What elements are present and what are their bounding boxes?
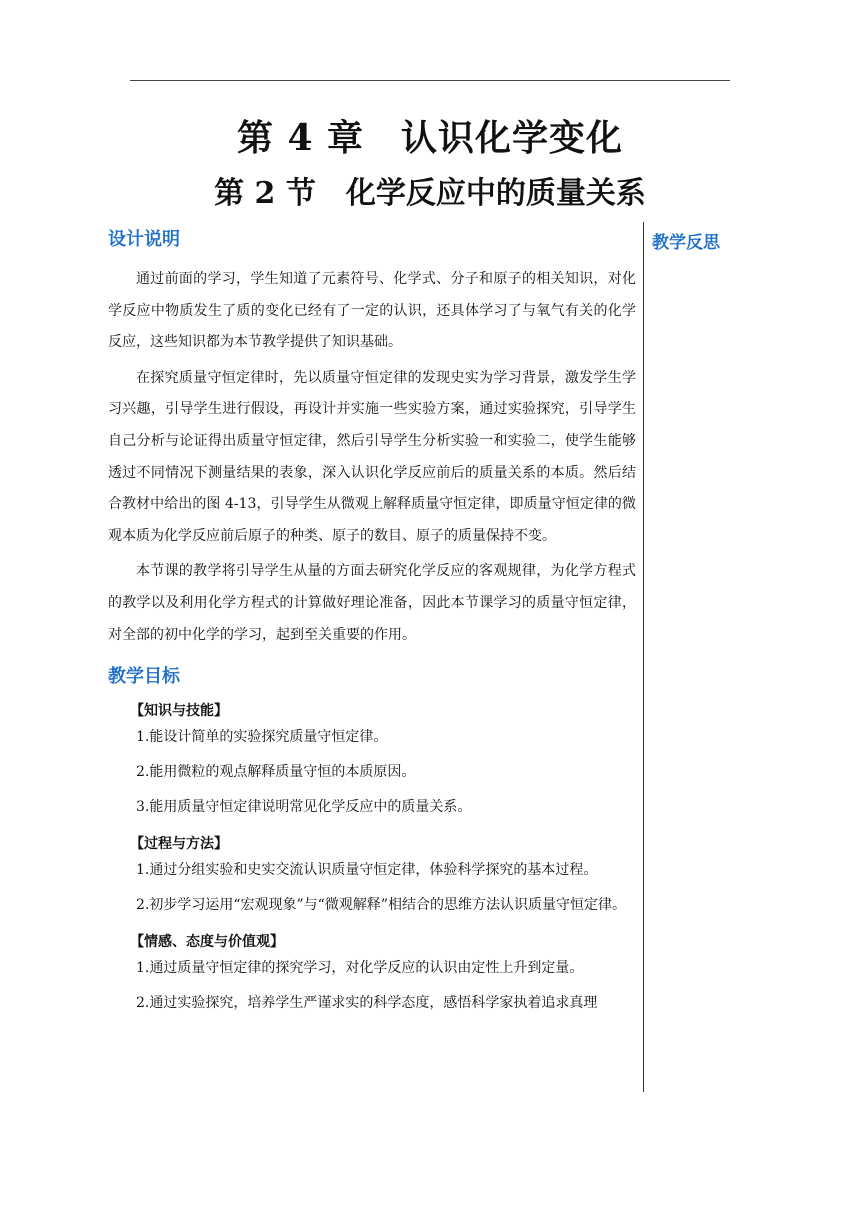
goals-section [108, 663, 636, 1016]
goals-heading: 教学目标 [108, 666, 180, 688]
goal-item: 2.能用微粒的观点解释质量守恒的本质原因。 [136, 764, 416, 781]
goal-group-title: 【过程与方法】 [130, 836, 228, 853]
design-paragraph: 在探究质量守恒定律时，先以质量守恒定律的发现史实为学习背景，激发学生学习兴趣，引导学生进行假设，再设计并实施一些实验方案，通过实验探究，引导学生自己分析与论证得出质量守恒定律，然后引导学生分析实验一和实验二，使学生能够透过不同情况下测量结果的表象，深入认识化学反应前后的质量关系的本质。然后结合教材中给出的图 4-13，引导学生从微观上解释质量守恒定律，即质量守恒定律的微观本质为化学反应前后原子的种类、原子的数目、原子的质量保持不变。 [108, 369, 636, 544]
goal-item: 2.初步学习运用“宏观现象”与“微观解释”相结合的思维方法认识质量守恒定律。 [136, 897, 626, 914]
design-paragraph: 本节课的教学将引导学生从量的方面去研究化学反应的客观规律，为化学方程式的教学以及利用化学方程式的计算做好理论准备，因此本节课学习的质量守恒定律，对全部的初中化学的学习，起到至关重要的作用。 [108, 563, 636, 643]
goal-group-title: 【知识与技能】 [130, 703, 228, 720]
main-column [108, 226, 636, 1026]
chapter-title: 第 4 章 认识化学变化 [236, 117, 624, 159]
goal-item: 1.通过分组实验和史实交流认识质量守恒定律，体验科学探究的基本过程。 [136, 862, 598, 879]
header-rule [130, 80, 730, 81]
goal-group-process [108, 830, 636, 918]
goal-item: 1.能设计简单的实验探究质量守恒定律。 [136, 729, 388, 746]
design-paragraph: 通过前面的学习，学生知道了元素符号、化学式、分子和原子的相关知识，对化学反应中物质发生了质的变化已经有了一定的认识，还具体学习了与氧气有关的化学反应，这些知识都为本节教学提供了知识基础。 [108, 271, 636, 351]
goal-item: 2.通过实验探究，培养学生严谨求实的科学态度，感悟科学家执着追求真理 [136, 995, 598, 1012]
design-heading: 设计说明 [108, 229, 180, 250]
goal-item: 1.通过质量守恒定律的探究学习，对化学反应的认识由定性上升到定量。 [136, 960, 584, 977]
goal-group-attitude [108, 928, 636, 1016]
goal-group-knowledge [108, 697, 636, 820]
section-title: 第 2 节 化学反应中的质量关系 [214, 176, 646, 211]
design-section [108, 226, 636, 651]
goal-group-title: 【情感、态度与价值观】 [130, 934, 284, 951]
column-divider [643, 222, 644, 1092]
reflection-heading: 教学反思 [652, 233, 720, 253]
goal-item: 3.能用质量守恒定律说明常见化学反应中的质量关系。 [136, 799, 472, 816]
